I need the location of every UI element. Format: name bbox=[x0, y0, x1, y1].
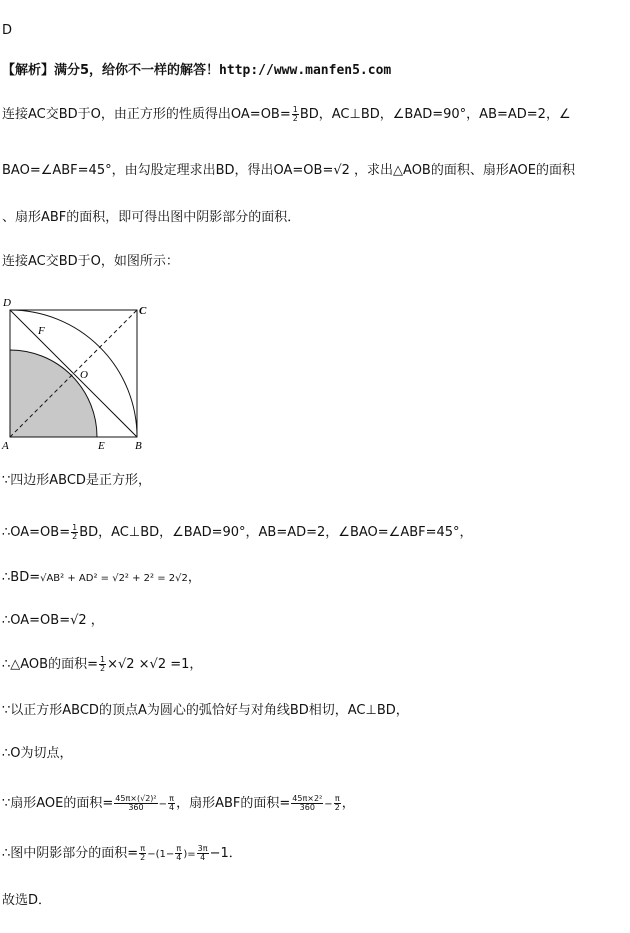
frac-den: 2 bbox=[99, 664, 106, 673]
frac-num: π bbox=[334, 794, 340, 803]
step-5-a: ∴△AOB的面积= bbox=[2, 657, 98, 672]
step-8-c: ， bbox=[341, 796, 355, 811]
label-d: D bbox=[3, 297, 11, 309]
frac-num: 45π×(√2)² bbox=[115, 794, 157, 803]
header-title: 【解析】满分5，给你不一样的解答！ bbox=[2, 63, 220, 78]
fraction-3pi-4 bbox=[197, 845, 209, 862]
step-3-formula: √AB² + AD² = √2² + 2² = 2√2 bbox=[40, 573, 188, 584]
step-2 bbox=[2, 524, 473, 542]
fraction-one-half bbox=[292, 106, 299, 123]
para1-line1 bbox=[2, 106, 571, 124]
header-line bbox=[2, 62, 391, 80]
step-9-b: −1． bbox=[209, 846, 242, 861]
step-9 bbox=[2, 845, 242, 864]
step-7: ∴O为切点， bbox=[2, 746, 73, 761]
answer-letter: D bbox=[2, 23, 13, 38]
frac-den: 4 bbox=[200, 853, 206, 862]
final-answer: 故选D． bbox=[2, 893, 52, 908]
fraction-pi-2 bbox=[334, 795, 341, 812]
paren-close: )= bbox=[183, 849, 196, 860]
step-3-a: ∴BD= bbox=[2, 570, 41, 585]
frac-den: 360 bbox=[299, 803, 315, 812]
step-6: ∵以正方形ABCD的顶点A为圆心的弧恰好与对角线BD相切，AC⊥BD， bbox=[2, 703, 409, 718]
para1-line2: BAO=∠ABF=45°，由勾股定理求出BD，得出OA=OB=√2 ，求出△AOB的面积、扇形AOE的面积 bbox=[2, 163, 575, 178]
para1-text-b: BD，AC⊥BD，∠BAD=90°，AB=AD=2，∠ bbox=[299, 107, 571, 122]
frac-den: 2 bbox=[292, 114, 298, 123]
frac-num: π bbox=[176, 844, 182, 853]
frac-num: 3π bbox=[197, 844, 208, 853]
label-e: E bbox=[98, 440, 105, 452]
step-8 bbox=[2, 795, 355, 814]
fraction-abf bbox=[291, 795, 323, 812]
label-f: F bbox=[38, 325, 45, 337]
step-9-a: ∴图中阴影部分的面积= bbox=[2, 846, 139, 861]
frac-den: 2 bbox=[334, 803, 340, 812]
step-2-a: ∴OA=OB= bbox=[2, 525, 71, 540]
step-4: ∴OA=OB=√2 ， bbox=[2, 613, 104, 628]
step-3 bbox=[2, 569, 201, 588]
para1-line3: 、扇形ABF的面积，即可得出图中阴影部分的面积． bbox=[2, 210, 301, 225]
fraction-pi-4b bbox=[175, 845, 182, 862]
frac-den: 2 bbox=[72, 532, 78, 541]
frac-num: 1 bbox=[99, 655, 106, 664]
connect-line: 连接AC交BD于O，如图所示： bbox=[2, 254, 179, 269]
label-b: B bbox=[135, 440, 142, 452]
frac-num: π bbox=[169, 794, 174, 803]
frac-num: 1 bbox=[72, 523, 78, 532]
step-5-b: ×√2 ×√2 =1， bbox=[107, 657, 203, 672]
fraction-one-half-2 bbox=[71, 524, 78, 541]
frac-num: π bbox=[140, 844, 146, 853]
frac-num: 1 bbox=[292, 105, 298, 114]
step-8-a: ∵扇形AOE的面积= bbox=[2, 796, 114, 811]
label-o: O bbox=[80, 369, 88, 381]
frac-den: 4 bbox=[176, 853, 182, 862]
step-2-b: BD，AC⊥BD，∠BAD=90°，AB=AD=2，∠BAO=∠ABF=45°， bbox=[79, 525, 473, 540]
frac-num: 45π×2² bbox=[292, 794, 323, 803]
frac-den: 2 bbox=[140, 853, 146, 862]
minus: − bbox=[324, 799, 333, 810]
step-8-b: ，扇形ABF的面积= bbox=[176, 796, 291, 811]
minus: − bbox=[158, 799, 168, 810]
header-url: http://www.manfen5.com bbox=[219, 63, 392, 78]
para1-text-a: 连接AC交BD于O，由正方形的性质得出OA=OB= bbox=[2, 107, 291, 122]
geometry-figure bbox=[0, 292, 160, 452]
fraction-aoe bbox=[114, 795, 157, 812]
paren-open: −(1− bbox=[147, 849, 175, 860]
label-c: C bbox=[139, 305, 147, 317]
step-1: ∵四边形ABCD是正方形， bbox=[2, 473, 151, 488]
fraction-pi-2b bbox=[139, 845, 146, 862]
step-3-c: ， bbox=[187, 570, 201, 585]
fraction-one-half-3 bbox=[99, 656, 106, 673]
frac-den: 360 bbox=[128, 803, 144, 812]
fraction-pi-4 bbox=[168, 795, 175, 812]
label-a: A bbox=[2, 440, 9, 452]
frac-den: 4 bbox=[169, 803, 175, 812]
step-5 bbox=[2, 656, 202, 674]
